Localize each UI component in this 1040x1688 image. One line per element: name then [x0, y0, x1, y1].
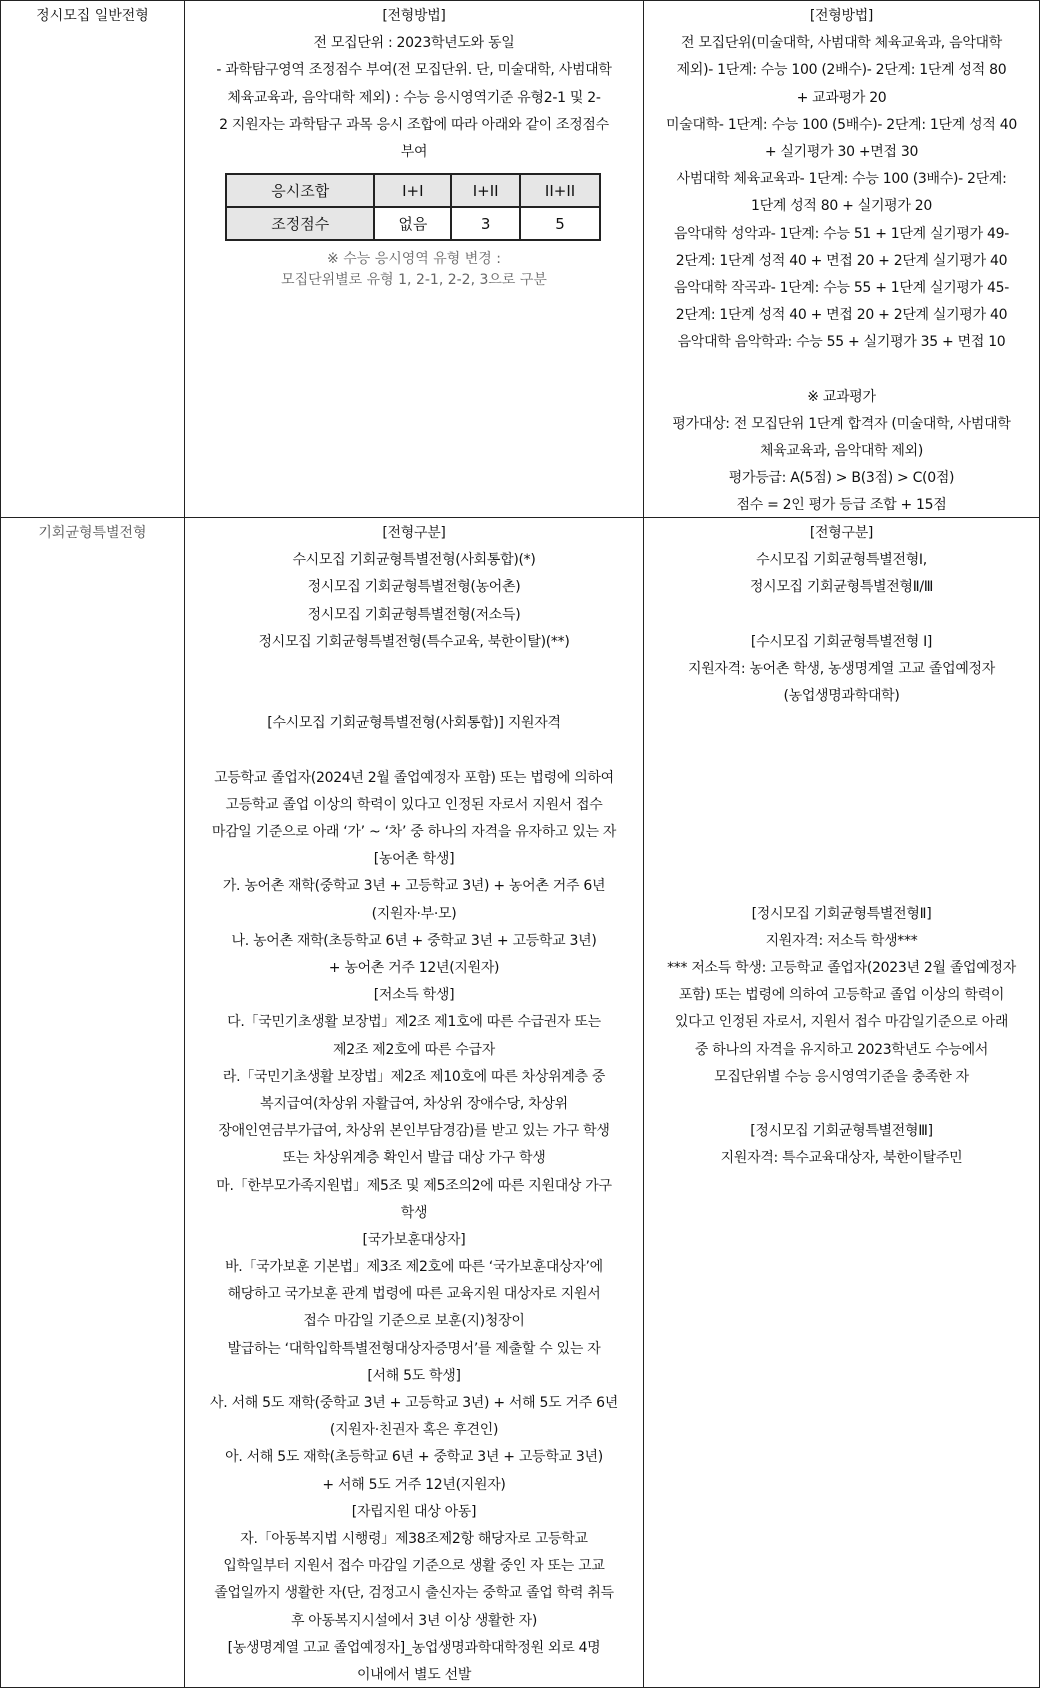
text-line: (지원자·부·모) — [371, 905, 457, 922]
text-line: 가. 농어촌 재학(중학교 3년 + 고등학교 3년) + 농어촌 거주 6년 — [222, 878, 606, 895]
text-line: 정시모집 기회균형특별전형Ⅱ/Ⅲ — [749, 579, 934, 596]
opportunity-middle-cell — [184, 517, 643, 1688]
text-line: 자.「아동복지법 시행령」제38조제2항 해당자로 고등학교 — [240, 1530, 588, 1547]
text-line: (지원자·친권자 혹은 후견인) — [329, 1422, 499, 1439]
table-header-cell: 응시조합 — [226, 174, 374, 207]
text-line: ※ 교과평가 — [807, 388, 876, 405]
text-line — [644, 873, 1039, 900]
text-line: 아. 서해 5도 재학(초등학교 6년 + 중학교 3년 + 고등학교 3년) — [225, 1449, 603, 1466]
text-line: + 실기평가 30 +면접 30 — [764, 143, 919, 160]
text-line: 학생 — [400, 1204, 428, 1221]
text-line: [자립지원 대상 아동] — [351, 1503, 477, 1520]
text-line: + 농어촌 거주 12년(지원자) — [328, 960, 500, 976]
note-line: 모집단위별로 유형 1, 2-1, 2-2, 3으로 구분 — [281, 272, 547, 288]
text-line: 미술대학- 1단계: 수능 100 (5배수)- 2단계: 1단계 성적 40 — [666, 116, 1017, 133]
row-label-text: 기회균형특별전형 — [38, 525, 147, 541]
text-line: [농생명계열 고교 졸업예정자]_농업생명과학대학정원 외로 4명 — [227, 1639, 601, 1656]
notes — [185, 249, 643, 291]
general-method-cell-right — [643, 0, 1040, 518]
table-header-cell: II+II — [520, 174, 600, 207]
text-line: 정시모집 기회균형특별전형(특수교육, 북한이탈)(**) — [258, 633, 570, 650]
text-line: 마.「한부모가족지원법」제5조 및 제5조의2에 따른 지원대상 가구 — [216, 1177, 612, 1194]
text-line — [644, 765, 1039, 792]
text-line: 음악대학 음악학과: 수능 55 + 실기평가 35 + 면접 10 — [677, 334, 1006, 351]
text-line: 지원자격: 특수교육대상자, 북한이탈주민 — [720, 1150, 963, 1167]
text-line — [644, 846, 1039, 873]
text-line: 지원자격: 농어촌 학생, 농생명계열 고교 졸업예정자 — [687, 660, 996, 677]
text-line: 중 하나의 자격을 유지하고 2023학년도 수능에서 — [694, 1041, 989, 1058]
text-line: 제2조 제2호에 따른 수급자 — [333, 1041, 495, 1058]
text-line: 점수 = 2인 평가 등급 조합 + 15점 — [736, 497, 947, 514]
text-line: 또는 차상위계층 확인서 발급 대상 가구 학생 — [282, 1150, 546, 1167]
text-line: 체육교육과, 음악대학 제외) : 수능 응시영역기준 유형2-1 및 2- — [227, 89, 601, 106]
text-line: 평가등급: A(5점) > B(3점) > C(0점) — [728, 470, 955, 487]
text-line: 음악대학 성악과- 1단계: 수능 51 + 1단계 실기평가 49- — [673, 225, 1009, 242]
text-line: (농업생명과학대학) — [783, 688, 900, 705]
note-line: ※ 수능 응시영역 유형 변경 : — [327, 251, 501, 267]
text-line: 제외)- 1단계: 수능 100 (2배수)- 2단계: 1단계 성적 80 — [676, 62, 1007, 79]
table-row — [226, 207, 600, 240]
text-line: 있다고 인정된 자로서, 지원서 접수 마감일기준으로 아래 — [674, 1014, 1009, 1031]
table-header-cell: I+I — [374, 174, 451, 207]
text-line: 정시모집 기회균형특별전형(농어촌) — [307, 579, 521, 596]
text-line: 사범대학 체육교육과- 1단계: 수능 100 (3배수)- 2단계: — [676, 171, 1007, 188]
text-line: 전 모집단위(미술대학, 사범대학 체육교육과, 음악대학 — [681, 35, 1002, 52]
text-line: 다.「국민기초생활 보장법」제2조 제1호에 따른 수급권자 또는 — [227, 1014, 601, 1031]
text-line: [전형구분] — [382, 525, 446, 541]
text-line: [국가보훈대상자] — [362, 1231, 466, 1248]
text-line: 접수 마감일 기준으로 보훈(지)청장이 — [303, 1313, 525, 1330]
text-line: 수시모집 기회균형특별전형I, — [756, 552, 927, 569]
text-line — [185, 738, 643, 765]
text-line: [수시모집 기회균형특별전형 Ⅰ] — [750, 633, 933, 650]
text-line: 라.「국민기초생활 보장법」제2조 제10호에 따른 차상위계층 중 — [222, 1068, 606, 1085]
text-line: [수시모집 기회균형특별전형(사회통합)] 지원자격 — [267, 715, 561, 732]
row-label-text: 정시모집 일반전형 — [36, 8, 149, 24]
table-cell: 조정점수 — [226, 207, 374, 240]
text-line: 발급하는 ‘대학입학특별전형대상자증명서’를 제출할 수 있는 자 — [227, 1340, 601, 1357]
text-line — [644, 602, 1039, 629]
text-line: 음악대학 작곡과- 1단계: 수능 55 + 1단계 실기평가 45- — [673, 279, 1009, 296]
text-line: 후 아동복지시설에서 3년 이상 생활한 자) — [290, 1612, 538, 1629]
text-line: [정시모집 기회균형특별전형Ⅱ] — [751, 905, 932, 922]
text-line — [644, 356, 1039, 383]
text-line: + 서해 5도 거주 12년(지원자) — [322, 1476, 506, 1493]
table-header-cell: I+II — [451, 174, 520, 207]
row-label-general — [0, 0, 184, 518]
text-line: 복지급여(차상위 자활급여, 차상위 장애수당, 차상위 — [260, 1095, 568, 1112]
right-lines — [644, 1, 1039, 518]
text-line — [185, 656, 643, 683]
text-line: [농어촌 학생] — [373, 851, 455, 868]
text-line: - 과학탐구영역 조정점수 부여(전 모집단위. 단, 미술대학, 사범대학 — [216, 62, 612, 79]
opportunity-right-cell — [643, 517, 1040, 1688]
text-line: 마감일 기준으로 아래 ‘가’ ~ ‘차’ 중 하나의 자격을 유자하고 있는 자 — [211, 824, 617, 841]
text-line: 사. 서해 5도 재학(중학교 3년 + 고등학교 3년) + 서해 5도 거주 6년 — [210, 1395, 618, 1411]
text-line — [644, 792, 1039, 819]
table-row — [226, 174, 600, 207]
text-line: 정시모집 기회균형특별전형(저소득) — [307, 606, 521, 623]
text-line: 고등학교 졸업자(2024년 2월 졸업예정자 포함) 또는 법령에 의하여 — [214, 769, 614, 786]
table-cell: 5 — [520, 207, 600, 240]
text-line: 전 모집단위 : 2023학년도와 동일 — [313, 35, 515, 52]
text-line: 나. 농어촌 재학(초등학교 6년 + 중학교 3년 + 고등학교 3년) — [231, 932, 597, 949]
table-cell: 3 — [451, 207, 520, 240]
adjustment-score-table — [225, 173, 601, 241]
text-line: [전형방법] — [809, 8, 874, 24]
text-line: 2단계: 1단계 성적 40 + 면접 20 + 2단계 실기평가 40 — [675, 307, 1008, 324]
text-line: 포함) 또는 법령에 의하여 고등학교 졸업 이상의 학력이 — [678, 987, 1005, 1004]
text-line: [전형방법] — [382, 8, 446, 24]
text-line: [정시모집 기회균형특별전형Ⅲ] — [750, 1123, 933, 1140]
text-line: 1단계 성적 80 + 실기평가 20 — [750, 198, 932, 215]
text-line: 장애인연금부가급여, 차상위 본인부담경감)를 받고 있는 가구 학생 — [218, 1123, 610, 1140]
text-line — [185, 683, 643, 710]
text-line: [서해 5도 학생] — [367, 1367, 461, 1384]
text-line — [644, 819, 1039, 846]
text-line: 입학일부터 지원서 접수 마감일 기준으로 생활 중인 자 또는 고교 — [223, 1558, 605, 1575]
text-line: 해당하고 국가보훈 관계 법령에 따른 교육지원 대상자로 지원서 — [227, 1286, 601, 1303]
method-lines — [185, 1, 643, 166]
middle-lines — [185, 518, 643, 1688]
text-line — [644, 710, 1039, 737]
text-line — [644, 1091, 1039, 1118]
text-line: 평가대상: 전 모집단위 1단계 합격자 (미술대학, 사범대학 — [672, 415, 1011, 432]
text-line: 이내에서 별도 선발 — [356, 1666, 472, 1683]
text-line: 부여 — [400, 143, 428, 160]
text-line: *** 저소득 학생: 고등학교 졸업자(2023년 2월 졸업예정자 — [667, 960, 1016, 976]
text-line: 졸업일까지 생활한 자(단, 검정고시 출신자는 중학교 졸업 학력 취득 — [214, 1585, 614, 1602]
text-line: 고등학교 졸업 이상의 학력이 있다고 인정된 자로서 지원서 접수 — [225, 796, 603, 813]
text-line: 지원자격: 저소득 학생*** — [765, 932, 918, 949]
text-line: [저소득 학생] — [373, 987, 455, 1004]
text-line — [644, 738, 1039, 765]
table-cell: 없음 — [374, 207, 451, 240]
general-method-cell — [184, 0, 643, 518]
right-lines — [644, 518, 1039, 1173]
text-line: 체육교육과, 음악대학 제외) — [759, 443, 924, 459]
text-line: 수시모집 기회균형특별전형(사회통합)(*) — [292, 552, 536, 569]
text-line: 2단계: 1단계 성적 40 + 면접 20 + 2단계 실기평가 40 — [675, 252, 1008, 269]
text-line: [전형구분] — [809, 525, 874, 541]
row-label-opportunity — [0, 517, 184, 1688]
text-line: 바.「국가보훈 기본법」제3조 제2호에 따른 ‘국가보훈대상자’에 — [225, 1259, 603, 1276]
text-line: + 교과평가 20 — [796, 89, 887, 106]
text-line: 2 지원자는 과학탐구 과목 응시 조합에 따라 아래와 같이 조정점수 — [219, 116, 609, 133]
text-line: 모집단위별 수능 응시영역기준을 충족한 자 — [714, 1068, 969, 1085]
